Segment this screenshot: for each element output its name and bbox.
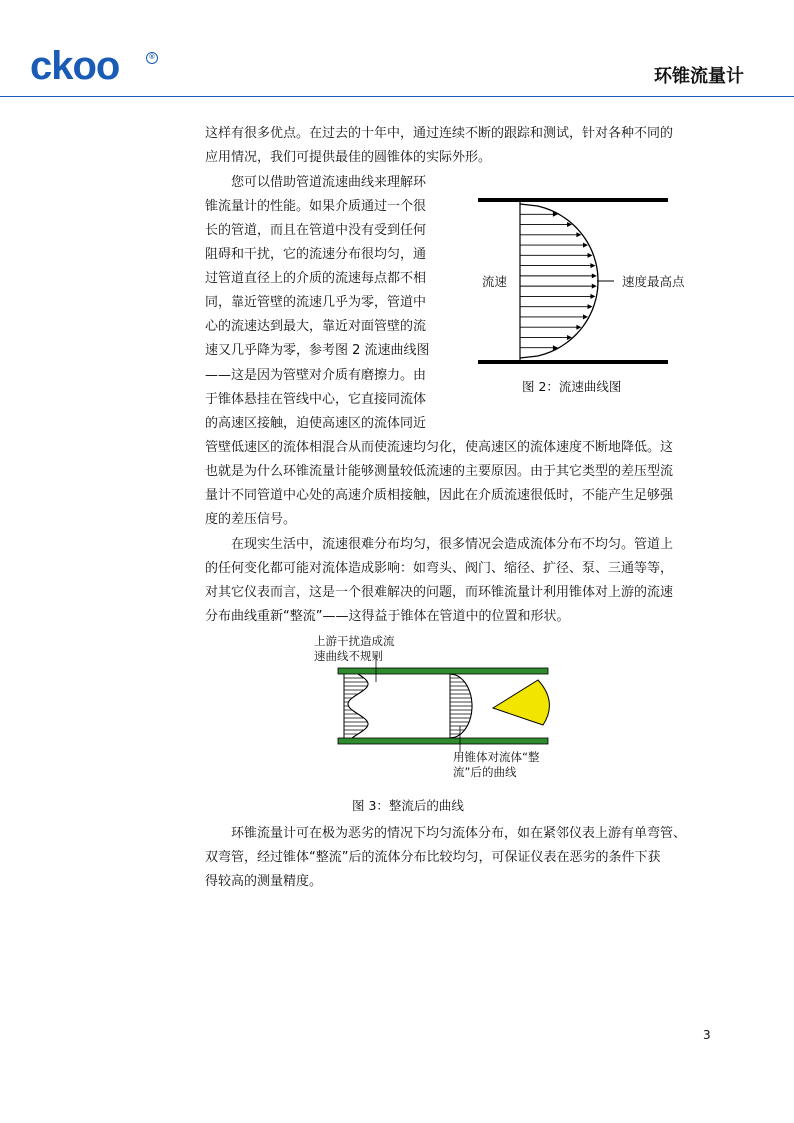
figure-2-caption: 图 2：流速曲线图 [522, 379, 622, 394]
max-velocity-label: 速度最高点 [622, 274, 685, 289]
paragraph-line: 的任何变化都可能对流体造成影响：如弯头、阀门、缩径、扩径、泵、三通等等， [205, 561, 674, 576]
header-rule [0, 96, 794, 97]
paragraph-line: 您可以借助管道流速曲线来理解环 [231, 175, 427, 190]
paragraph-line: ——这是因为管壁对介质有磨擦力。由 [205, 368, 427, 383]
paragraph-line: 在现实生活中，流速很难分布均匀，很多情况会造成流体分布不均匀。管道上 [231, 537, 674, 552]
paragraph-line: 速又几乎降为零，参考图 2 流速曲线图 [205, 343, 430, 358]
paragraph-line: 分布曲线重新“整流”——这得益于锥体在管道中的位置和形状。 [205, 609, 570, 624]
paragraph-line: 同，靠近管壁的流速几乎为零，管道中 [205, 295, 427, 310]
paragraph-line: 的高速区接触，迫使高速区的流体同近 [205, 416, 427, 431]
velocity-label: 流速 [482, 274, 508, 289]
paragraph-line: 量计不同管道中心处的高速介质相接触，因此在介质流速很低时，不能产生足够强 [205, 488, 674, 503]
registered-mark-icon: ® [146, 52, 158, 64]
paragraph-line: 心的流速达到最大，靠近对面管壁的流 [205, 319, 427, 334]
paragraph-line: 得较高的测量精度。 [205, 874, 323, 889]
upstream-note: 上游干扰造成流 速曲线不规则 [314, 634, 395, 663]
paragraph-line: 管壁低速区的流体相混合从而使流速均匀化，使高速区的流体速度不断地降低。这 [205, 440, 674, 455]
paragraph-line: 阻碍和干扰，它的流速分布很均匀，通 [205, 247, 427, 262]
velocity-profile-diagram [470, 190, 670, 400]
paragraph-line: 长的管道，而且在管道中没有受到任何 [205, 223, 427, 238]
paragraph-line: 环锥流量计可在极为恶劣的情况下均匀流体分布，如在紧邻仪表上游有单弯管、 [231, 826, 687, 841]
page-header [0, 0, 794, 100]
paragraph-line: 过管道直径上的介质的流速每点都不相 [205, 271, 427, 286]
paragraph-line: 对其它仪表而言，这是一个很难解决的问题，而环锥流量计利用锥体对上游的流速 [205, 585, 674, 600]
paragraph-line: 于锥体悬挂在管线中心，它直接同流体 [205, 392, 427, 407]
figure-velocity-profile [470, 190, 685, 400]
product-title: 环锥流量计 [654, 66, 744, 87]
page-number: 3 [703, 1028, 711, 1042]
figure-flow-conditioning [300, 630, 580, 820]
conditioned-note: 用锥体对流体“整 流”后的曲线 [453, 750, 540, 779]
paragraph-line: 这样有很多优点。在过去的十年中，通过连续不断的跟踪和测试，针对各种不同的 [205, 126, 674, 141]
paragraph-line: 锥流量计的性能。如果介质通过一个很 [205, 199, 427, 214]
ckoo-logo: ckoo [30, 44, 120, 88]
figure-3-caption: 图 3：整流后的曲线 [352, 798, 464, 813]
paragraph-line: 双弯管，经过锥体“整流”后的流体分布比较均匀，可保证仪表在恶劣的条件下获 [205, 850, 661, 865]
paragraph-line: 度的差压信号。 [205, 512, 297, 527]
paragraph-line: 应用情况，我们可提供最佳的圆锥体的实际外形。 [205, 150, 492, 165]
paragraph-line: 也就是为什么环锥流量计能够测量较低流速的主要原因。由于其它类型的差压型流 [205, 464, 674, 479]
